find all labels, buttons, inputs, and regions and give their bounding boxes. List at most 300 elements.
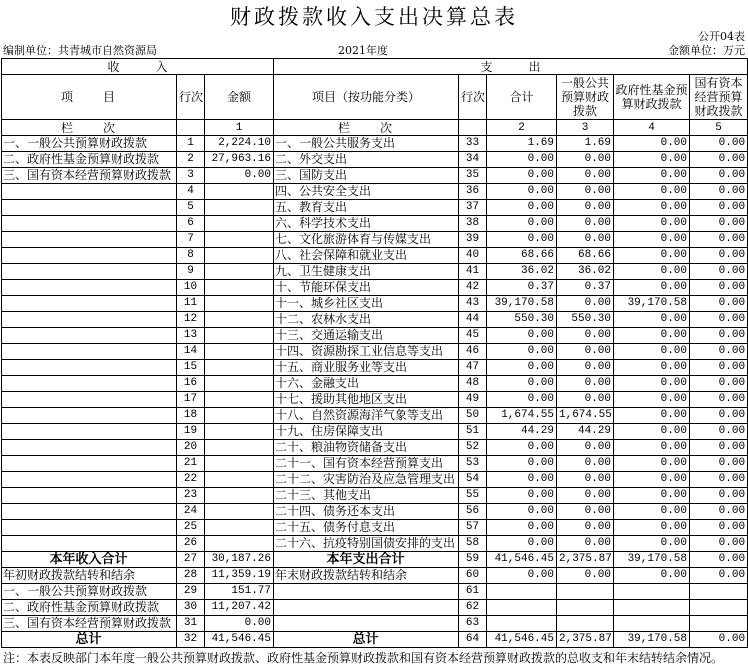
income-item-cell <box>2 264 177 280</box>
income-amount-cell: 0.00 <box>205 168 274 184</box>
expense-item-cell: 六、科学技术支出 <box>274 216 459 232</box>
income-line-number-cell: 26 <box>177 536 205 552</box>
expense-total-cell: 0.00 <box>487 488 557 504</box>
general-budget-cell <box>557 616 614 632</box>
carryover-row <box>2 584 748 600</box>
income-amount-cell: 11,359.19 <box>205 568 274 584</box>
table-row <box>2 232 748 248</box>
expense-total-cell: 0.00 <box>487 232 557 248</box>
general-budget-cell: 0.00 <box>557 536 614 552</box>
income-line-number-cell: 31 <box>177 616 205 632</box>
table-row <box>2 376 748 392</box>
income-amount-cell <box>205 488 274 504</box>
column-index-general-budget: 3 <box>557 120 614 136</box>
expense-total-cell: 39,170.58 <box>487 296 557 312</box>
expense-item-cell: 二十三、其他支出 <box>274 488 459 504</box>
gov-fund-cell: 0.00 <box>614 504 690 520</box>
general-budget-cell: 0.00 <box>557 440 614 456</box>
expense-line-number-cell: 48 <box>459 376 487 392</box>
expense-item-cell: 十六、金融支出 <box>274 376 459 392</box>
income-amount-cell <box>205 296 274 312</box>
carryover-row <box>2 600 748 616</box>
expense-item-cell <box>274 616 459 632</box>
income-item-cell <box>2 520 177 536</box>
expense-item-cell: 十八、自然资源海洋气象等支出 <box>274 408 459 424</box>
income-line-number-cell: 5 <box>177 200 205 216</box>
income-item-cell <box>2 392 177 408</box>
income-line-number-cell: 18 <box>177 408 205 424</box>
table-row <box>2 168 748 184</box>
general-budget-header: 一般公共预算财政拨款 <box>557 75 614 120</box>
expense-line-number-cell: 46 <box>459 344 487 360</box>
income-line-number-cell: 4 <box>177 184 205 200</box>
state-capital-cell: 0.00 <box>690 632 748 648</box>
gov-fund-cell: 0.00 <box>614 168 690 184</box>
state-capital-cell: 0.00 <box>690 232 748 248</box>
state-capital-cell: 0.00 <box>690 168 748 184</box>
expense-item-cell: 十一、城乡社区支出 <box>274 296 459 312</box>
income-section-header: 收 入 <box>2 59 274 75</box>
state-capital-cell: 0.00 <box>690 312 748 328</box>
expense-item-cell <box>274 600 459 616</box>
expense-total-cell: 0.00 <box>487 376 557 392</box>
expense-item-cell: 二十一、国有资本经营预算支出 <box>274 456 459 472</box>
income-amount-cell <box>205 376 274 392</box>
expense-line-number-cell: 39 <box>459 232 487 248</box>
state-capital-cell: 0.00 <box>690 504 748 520</box>
expense-item-cell: 五、教育支出 <box>274 200 459 216</box>
state-capital-cell: 0.00 <box>690 440 748 456</box>
income-item-cell: 二、政府性基金预算财政拨款 <box>2 600 177 616</box>
grand-total-row <box>2 632 748 648</box>
income-amount-cell <box>205 408 274 424</box>
expense-total-cell: 0.00 <box>487 520 557 536</box>
general-budget-cell: 0.00 <box>557 504 614 520</box>
income-amount-cell: 27,963.16 <box>205 152 274 168</box>
income-amount-cell <box>205 312 274 328</box>
gov-fund-cell: 0.00 <box>614 248 690 264</box>
expense-item-cell: 总计 <box>274 632 459 648</box>
income-item-header: 项 目 <box>2 75 177 120</box>
state-capital-cell: 0.00 <box>690 264 748 280</box>
table-row <box>2 312 748 328</box>
expense-total-cell: 0.00 <box>487 184 557 200</box>
income-item-cell: 三、国有资本经营预算财政拨款 <box>2 616 177 632</box>
expense-item-cell <box>274 584 459 600</box>
expense-total-cell: 0.00 <box>487 216 557 232</box>
state-capital-cell: 0.00 <box>690 424 748 440</box>
income-amount-cell <box>205 232 274 248</box>
appropriation-summary-table <box>1 58 748 648</box>
reporting-unit: 编制单位：共青城市自然资源局 <box>3 44 157 57</box>
income-line-number-cell: 15 <box>177 360 205 376</box>
expense-line-number-cell: 37 <box>459 200 487 216</box>
income-item-cell <box>2 488 177 504</box>
income-item-cell <box>2 360 177 376</box>
form-code: 公开04表 <box>698 30 745 43</box>
income-item-cell <box>2 344 177 360</box>
expense-total-cell <box>487 616 557 632</box>
table-row <box>2 424 748 440</box>
table-row <box>2 328 748 344</box>
income-item-cell <box>2 248 177 264</box>
carryover-row <box>2 616 748 632</box>
expense-total-cell: 0.00 <box>487 392 557 408</box>
table-row <box>2 216 748 232</box>
expense-total-cell: 1.69 <box>487 136 557 152</box>
gov-fund-cell: 0.00 <box>614 232 690 248</box>
income-line-number-cell: 29 <box>177 584 205 600</box>
expense-total-cell: 36.02 <box>487 264 557 280</box>
income-amount-cell <box>205 424 274 440</box>
state-capital-cell <box>690 584 748 600</box>
fiscal-year: 2021年度 <box>338 44 388 57</box>
general-budget-cell: 0.00 <box>557 184 614 200</box>
general-budget-cell: 2,375.87 <box>557 632 614 648</box>
income-line-number-cell: 13 <box>177 328 205 344</box>
general-budget-cell <box>557 584 614 600</box>
column-index-gov-fund: 4 <box>614 120 690 136</box>
expense-item-cell: 三、国防支出 <box>274 168 459 184</box>
income-amount-cell <box>205 328 274 344</box>
income-line-number-cell: 10 <box>177 280 205 296</box>
income-amount-cell <box>205 184 274 200</box>
state-capital-cell: 0.00 <box>690 456 748 472</box>
expense-total-cell: 0.00 <box>487 536 557 552</box>
footnote: 注：本表反映部门本年度一般公共预算财政拨款、政府性基金预算财政拨款和国有资本经营预算财政拨款的总收支和年末结转结余情况。 <box>3 651 724 665</box>
expense-line-number-cell: 55 <box>459 488 487 504</box>
gov-fund-cell: 0.00 <box>614 216 690 232</box>
income-item-cell <box>2 376 177 392</box>
table-row <box>2 472 748 488</box>
expense-line-number-cell: 59 <box>459 552 487 568</box>
gov-fund-cell <box>614 584 690 600</box>
income-amount-cell <box>205 536 274 552</box>
table-row <box>2 264 748 280</box>
gov-fund-cell: 0.00 <box>614 280 690 296</box>
income-line-number-cell: 9 <box>177 264 205 280</box>
general-budget-cell: 0.00 <box>557 392 614 408</box>
income-amount-cell <box>205 280 274 296</box>
expense-item-cell: 二、外交支出 <box>274 152 459 168</box>
income-line-number-cell: 19 <box>177 424 205 440</box>
expense-item-cell: 二十五、债务付息支出 <box>274 520 459 536</box>
gov-fund-cell: 0.00 <box>614 184 690 200</box>
general-budget-cell: 0.00 <box>557 568 614 584</box>
gov-fund-cell: 39,170.58 <box>614 632 690 648</box>
income-item-cell: 一、一般公共预算财政拨款 <box>2 136 177 152</box>
gov-fund-cell <box>614 600 690 616</box>
gov-fund-cell: 0.00 <box>614 136 690 152</box>
expense-item-cell: 十、节能环保支出 <box>274 280 459 296</box>
expense-line-number-cell: 40 <box>459 248 487 264</box>
expense-total-cell: 0.00 <box>487 360 557 376</box>
income-amount-cell <box>205 344 274 360</box>
expense-line-number-cell: 58 <box>459 536 487 552</box>
income-item-cell <box>2 312 177 328</box>
gov-fund-cell: 0.00 <box>614 408 690 424</box>
income-line-number-cell: 30 <box>177 600 205 616</box>
income-amount-cell <box>205 440 274 456</box>
expense-total-cell <box>487 600 557 616</box>
expense-item-cell: 十九、住房保障支出 <box>274 424 459 440</box>
income-line-number-cell: 6 <box>177 216 205 232</box>
expense-total-cell: 0.00 <box>487 472 557 488</box>
expense-line-number-cell: 57 <box>459 520 487 536</box>
state-capital-cell: 0.00 <box>690 376 748 392</box>
amount-unit: 金额单位：万元 <box>668 44 745 57</box>
income-item-cell <box>2 184 177 200</box>
gov-fund-cell: 39,170.58 <box>614 296 690 312</box>
income-line-number-cell: 7 <box>177 232 205 248</box>
income-amount-cell <box>205 456 274 472</box>
expense-line-number-cell: 56 <box>459 504 487 520</box>
income-amount-cell: 41,546.45 <box>205 632 274 648</box>
column-index-expense-line-blank <box>459 120 487 136</box>
income-amount-cell <box>205 392 274 408</box>
expense-item-cell: 七、文化旅游体育与传媒支出 <box>274 232 459 248</box>
gov-fund-cell: 0.00 <box>614 344 690 360</box>
general-budget-cell: 2,375.87 <box>557 552 614 568</box>
general-budget-cell: 0.00 <box>557 520 614 536</box>
state-capital-header: 国有资本经营预算财政拨款 <box>690 75 748 120</box>
income-amount-cell <box>205 504 274 520</box>
income-item-cell <box>2 200 177 216</box>
gov-fund-cell: 0.00 <box>614 360 690 376</box>
page-title: 财政拨款收入支出决算总表 <box>230 5 518 29</box>
gov-fund-cell: 0.00 <box>614 520 690 536</box>
expense-line-number-cell: 45 <box>459 328 487 344</box>
expense-item-cell: 四、公共安全支出 <box>274 184 459 200</box>
expense-item-cell: 十二、农林水支出 <box>274 312 459 328</box>
general-budget-cell: 44.29 <box>557 424 614 440</box>
income-item-cell: 二、政府性基金预算财政拨款 <box>2 152 177 168</box>
general-budget-cell: 0.00 <box>557 296 614 312</box>
expense-line-number-cell: 35 <box>459 168 487 184</box>
gov-fund-cell: 0.00 <box>614 152 690 168</box>
expense-line-number-cell: 50 <box>459 408 487 424</box>
column-index-income-line-blank <box>177 120 205 136</box>
gov-fund-cell: 0.00 <box>614 440 690 456</box>
column-header-row <box>2 75 748 120</box>
general-budget-cell: 0.00 <box>557 360 614 376</box>
expense-item-cell: 十五、商业服务业等支出 <box>274 360 459 376</box>
expense-line-number-cell: 63 <box>459 616 487 632</box>
income-amount-cell: 11,207.42 <box>205 600 274 616</box>
gov-fund-header: 政府性基金预算财政拨款 <box>614 75 690 120</box>
expense-item-cell: 一、一般公共服务支出 <box>274 136 459 152</box>
gov-fund-cell <box>614 616 690 632</box>
expense-total-cell: 0.37 <box>487 280 557 296</box>
table-row <box>2 296 748 312</box>
expense-total-cell: 41,546.45 <box>487 552 557 568</box>
gov-fund-cell: 0.00 <box>614 472 690 488</box>
income-amount-cell: 2,224.10 <box>205 136 274 152</box>
expense-item-cell: 二十六、抗疫特别国债安排的支出 <box>274 536 459 552</box>
column-index-expense-total: 2 <box>487 120 557 136</box>
expense-total-cell: 68.66 <box>487 248 557 264</box>
state-capital-cell: 0.00 <box>690 520 748 536</box>
expense-item-cell: 二十、粮油物资储备支出 <box>274 440 459 456</box>
state-capital-cell: 0.00 <box>690 152 748 168</box>
expense-line-number-cell: 49 <box>459 392 487 408</box>
expense-total-cell: 0.00 <box>487 152 557 168</box>
expense-total-cell: 1,674.55 <box>487 408 557 424</box>
state-capital-cell: 0.00 <box>690 136 748 152</box>
gov-fund-cell: 0.00 <box>614 264 690 280</box>
state-capital-cell: 0.00 <box>690 248 748 264</box>
income-item-cell <box>2 504 177 520</box>
general-budget-cell: 1,674.55 <box>557 408 614 424</box>
state-capital-cell: 0.00 <box>690 184 748 200</box>
expense-item-cell: 年末财政拨款结转和结余 <box>274 568 459 584</box>
income-item-cell <box>2 232 177 248</box>
expense-item-header: 项目（按功能分类） <box>274 75 459 120</box>
income-line-number-cell: 24 <box>177 504 205 520</box>
income-item-cell <box>2 456 177 472</box>
state-capital-cell: 0.00 <box>690 568 748 584</box>
income-item-cell <box>2 280 177 296</box>
general-budget-cell <box>557 600 614 616</box>
expense-item-cell: 本年支出合计 <box>274 552 459 568</box>
general-budget-cell: 0.00 <box>557 328 614 344</box>
expense-line-number-cell: 38 <box>459 216 487 232</box>
expense-item-cell: 十四、资源勘探工业信息等支出 <box>274 344 459 360</box>
expense-total-cell: 0.00 <box>487 200 557 216</box>
expense-line-number-cell: 53 <box>459 456 487 472</box>
subtotal-row <box>2 552 748 568</box>
general-budget-cell: 550.30 <box>557 312 614 328</box>
income-line-number-cell: 1 <box>177 136 205 152</box>
expense-line-number-cell: 61 <box>459 584 487 600</box>
table-row <box>2 360 748 376</box>
expense-item-cell: 二十二、灾害防治及应急管理支出 <box>274 472 459 488</box>
column-index-expense-label: 栏 次 <box>274 120 459 136</box>
general-budget-cell: 0.00 <box>557 376 614 392</box>
general-budget-cell: 1.69 <box>557 136 614 152</box>
table-row <box>2 488 748 504</box>
income-amount-cell <box>205 248 274 264</box>
expense-total-cell: 550.30 <box>487 312 557 328</box>
income-item-cell <box>2 216 177 232</box>
gov-fund-cell: 0.00 <box>614 568 690 584</box>
income-line-number-cell: 28 <box>177 568 205 584</box>
table-row <box>2 520 748 536</box>
expense-item-cell: 十七、援助其他地区支出 <box>274 392 459 408</box>
general-budget-cell: 0.37 <box>557 280 614 296</box>
expense-total-cell: 0.00 <box>487 456 557 472</box>
gov-fund-cell: 0.00 <box>614 392 690 408</box>
expense-item-cell: 八、社会保障和就业支出 <box>274 248 459 264</box>
table-row <box>2 248 748 264</box>
column-index-row <box>2 120 748 136</box>
column-index-state-capital: 5 <box>690 120 748 136</box>
table-row <box>2 280 748 296</box>
expense-line-number-cell: 52 <box>459 440 487 456</box>
expense-line-number-cell: 51 <box>459 424 487 440</box>
general-budget-cell: 0.00 <box>557 232 614 248</box>
general-budget-cell: 0.00 <box>557 472 614 488</box>
state-capital-cell: 0.00 <box>690 488 748 504</box>
expense-line-number-cell: 44 <box>459 312 487 328</box>
income-item-cell <box>2 296 177 312</box>
gov-fund-cell: 0.00 <box>614 536 690 552</box>
income-item-cell <box>2 408 177 424</box>
carryover-row <box>2 568 748 584</box>
income-line-number-cell: 17 <box>177 392 205 408</box>
income-line-number-cell: 3 <box>177 168 205 184</box>
gov-fund-cell: 39,170.58 <box>614 552 690 568</box>
income-amount-cell: 0.00 <box>205 616 274 632</box>
gov-fund-cell: 0.00 <box>614 312 690 328</box>
gov-fund-cell: 0.00 <box>614 200 690 216</box>
income-line-number-cell: 14 <box>177 344 205 360</box>
income-line-number-cell: 2 <box>177 152 205 168</box>
table-row <box>2 504 748 520</box>
state-capital-cell: 0.00 <box>690 360 748 376</box>
state-capital-cell: 0.00 <box>690 296 748 312</box>
income-item-cell: 总计 <box>2 632 177 648</box>
table-row <box>2 344 748 360</box>
expense-total-cell: 0.00 <box>487 568 557 584</box>
state-capital-cell: 0.00 <box>690 472 748 488</box>
general-budget-cell: 0.00 <box>557 216 614 232</box>
income-line-number-cell: 25 <box>177 520 205 536</box>
expense-line-number-cell: 60 <box>459 568 487 584</box>
income-amount-cell <box>205 216 274 232</box>
income-item-cell <box>2 440 177 456</box>
general-budget-cell: 68.66 <box>557 248 614 264</box>
state-capital-cell: 0.00 <box>690 328 748 344</box>
gov-fund-cell: 0.00 <box>614 424 690 440</box>
table-header <box>2 59 748 136</box>
income-line-number-cell: 23 <box>177 488 205 504</box>
section-header-row <box>2 59 748 75</box>
table-row <box>2 136 748 152</box>
income-line-number-cell: 8 <box>177 248 205 264</box>
expense-line-number-cell: 43 <box>459 296 487 312</box>
expense-total-cell: 0.00 <box>487 328 557 344</box>
table-row <box>2 200 748 216</box>
table-row <box>2 392 748 408</box>
expense-item-cell: 二十四、债务还本支出 <box>274 504 459 520</box>
expense-line-number-cell: 36 <box>459 184 487 200</box>
gov-fund-cell: 0.00 <box>614 488 690 504</box>
general-budget-cell: 36.02 <box>557 264 614 280</box>
table-row <box>2 152 748 168</box>
expense-total-cell: 0.00 <box>487 168 557 184</box>
income-line-number-cell: 21 <box>177 456 205 472</box>
income-line-number-cell: 27 <box>177 552 205 568</box>
state-capital-cell <box>690 616 748 632</box>
income-line-number-cell: 11 <box>177 296 205 312</box>
expense-line-number-cell: 41 <box>459 264 487 280</box>
income-amount-cell <box>205 472 274 488</box>
expense-total-header: 合计 <box>487 75 557 120</box>
general-budget-cell: 0.00 <box>557 152 614 168</box>
table-row <box>2 456 748 472</box>
income-item-cell <box>2 424 177 440</box>
state-capital-cell: 0.00 <box>690 552 748 568</box>
expense-line-number-cell: 34 <box>459 152 487 168</box>
state-capital-cell <box>690 600 748 616</box>
general-budget-cell: 0.00 <box>557 456 614 472</box>
table-row <box>2 184 748 200</box>
income-amount-cell: 30,187.26 <box>205 552 274 568</box>
expense-total-cell <box>487 584 557 600</box>
general-budget-cell: 0.00 <box>557 344 614 360</box>
income-line-number-cell: 16 <box>177 376 205 392</box>
